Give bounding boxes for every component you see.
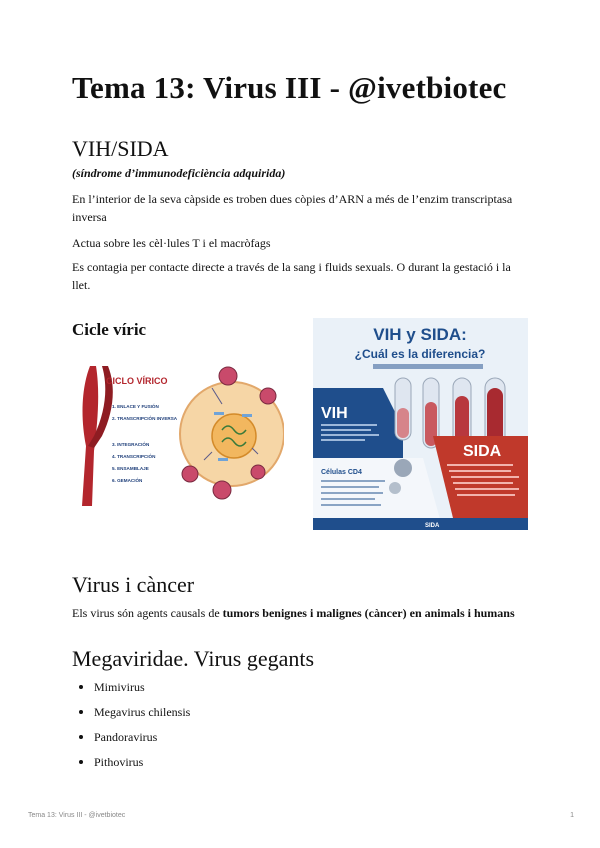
vih-subtitle: (síndrome d’immunodeficiència adquirida) <box>72 166 286 180</box>
list-item: Megavirus chilensis <box>72 703 190 728</box>
infographic-title-2: ¿Cuál es la diferencia? <box>354 347 486 361</box>
cycle-figure-title: CICLO VÍRICO <box>106 376 168 386</box>
footer-title: Tema 13: Virus III - @ivetbiotec <box>28 812 126 819</box>
cancer-text: Els virus són agents causals de <box>72 606 220 620</box>
page-title: Tema 13: Virus III - @ivetbiotec <box>72 70 507 105</box>
vih-sida-infographic <box>313 318 528 530</box>
cycle-step-4: 4. TRANSCRIPCIÓN <box>112 454 156 459</box>
section-heading-cycle: Cicle víric <box>72 320 147 339</box>
vih-paragraph-1: En l’interior de la seva càpside es troben dues còpies d’ARN a més de l’enzim transcriptasa inversa <box>72 192 513 224</box>
list-item: Pandoravirus <box>72 728 190 753</box>
vih-sida-illustration <box>313 318 528 530</box>
vih-paragraph-2: Actua sobre les cèl·lules T i el macròfags <box>72 236 271 250</box>
cycle-step-2: 2. TRANSCRIPCIÓN INVERSA <box>112 416 178 421</box>
infographic-logo: SIDA <box>425 523 440 529</box>
cycle-step-1: 1. ENLACE Y FUSIÓN <box>112 404 159 409</box>
section-heading-cancer: Virus i càncer <box>72 572 195 597</box>
viral-cycle-figure <box>72 356 284 514</box>
page-footer <box>28 812 574 819</box>
viral-cycle-illustration <box>72 356 284 514</box>
list-item: Pithovirus <box>72 753 190 778</box>
megaviridae-list <box>72 678 190 778</box>
infographic-title-1: VIH y SIDA: <box>373 325 467 344</box>
infographic-cd4-label: Células CD4 <box>321 469 362 476</box>
section-heading-vih: VIH/SIDA <box>72 136 169 161</box>
vih-paragraph-3: Es contagia per contacte directe a través de la sang i fluids sexuals. O durant la gestació i la llet. <box>72 260 511 292</box>
page-number: 1 <box>570 812 574 819</box>
infographic-sida-label: SIDA <box>463 443 502 460</box>
cycle-step-3: 3. INTEGRACIÓN <box>112 442 150 447</box>
cancer-text-bold: tumors benignes i malignes (càncer) en animals i humans <box>222 606 515 620</box>
cycle-step-5: 5. ENSAMBLAJE <box>112 466 149 471</box>
cycle-step-6: 6. GEMACIÓN <box>112 478 143 483</box>
cancer-paragraph <box>72 604 572 622</box>
list-item: Mimivirus <box>72 678 190 703</box>
infographic-vih-label: VIH <box>321 405 348 422</box>
section-heading-megaviridae: Megaviridae. Virus gegants <box>72 646 315 671</box>
